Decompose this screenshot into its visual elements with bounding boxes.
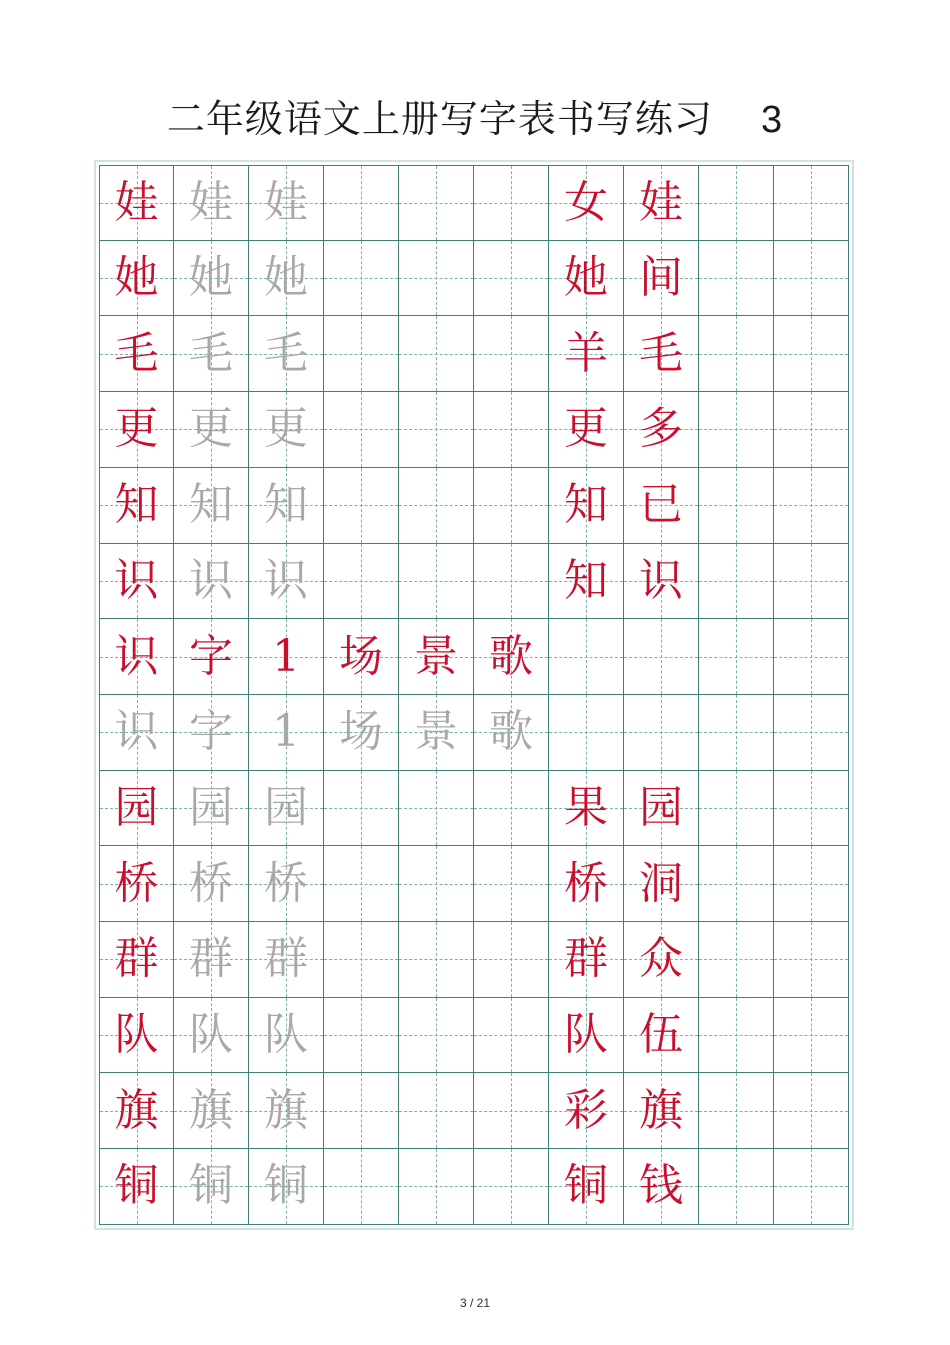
grid-cell bbox=[249, 392, 324, 468]
grid-cell bbox=[399, 1073, 474, 1149]
grid-cell bbox=[174, 771, 249, 847]
grid-cell bbox=[774, 619, 849, 695]
grid-cell bbox=[624, 241, 699, 317]
grid-cell bbox=[774, 165, 849, 241]
grid-cell bbox=[474, 771, 549, 847]
grid-cell bbox=[249, 619, 324, 695]
grid-cell bbox=[399, 241, 474, 317]
grid-cell bbox=[99, 922, 174, 998]
model-character: 众 bbox=[639, 933, 683, 985]
trace-character: 桥 bbox=[264, 857, 308, 909]
grid-cell bbox=[174, 998, 249, 1074]
grid-cell bbox=[324, 392, 399, 468]
grid-cell bbox=[99, 392, 174, 468]
grid-cell bbox=[399, 392, 474, 468]
model-character: 毛 bbox=[114, 327, 159, 379]
trace-character: 毛 bbox=[264, 327, 308, 379]
grid-cell bbox=[699, 619, 774, 695]
grid-cell bbox=[99, 998, 174, 1074]
grid-cell bbox=[249, 468, 324, 544]
model-character: 毛 bbox=[639, 327, 683, 379]
trace-character: 识 bbox=[189, 554, 233, 606]
grid-cell bbox=[399, 468, 474, 544]
grid-cell bbox=[399, 771, 474, 847]
grid-cell bbox=[249, 998, 324, 1074]
grid-cell bbox=[549, 544, 624, 620]
grid-cell bbox=[624, 998, 699, 1074]
model-character: 铜 bbox=[114, 1160, 159, 1212]
grid-cell bbox=[474, 316, 549, 392]
model-character: 识 bbox=[114, 630, 159, 682]
grid-cell bbox=[549, 241, 624, 317]
model-character: 队 bbox=[564, 1009, 608, 1061]
grid-cell bbox=[99, 165, 174, 241]
model-character: 已 bbox=[639, 479, 683, 531]
grid-cell bbox=[624, 316, 699, 392]
grid-cell bbox=[774, 922, 849, 998]
grid-cell bbox=[399, 316, 474, 392]
grid-cell bbox=[174, 241, 249, 317]
grid-cell bbox=[99, 846, 174, 922]
grid-cell bbox=[624, 771, 699, 847]
grid-cell bbox=[549, 922, 624, 998]
grid-cell bbox=[624, 922, 699, 998]
grid-cell bbox=[174, 165, 249, 241]
grid-cell bbox=[774, 771, 849, 847]
grid-cell bbox=[474, 1073, 549, 1149]
grid-cell bbox=[174, 922, 249, 998]
model-character: 群 bbox=[114, 933, 159, 985]
grid-cell bbox=[174, 1073, 249, 1149]
trace-character: 更 bbox=[264, 403, 308, 455]
model-character: 果 bbox=[564, 781, 608, 833]
grid-cell bbox=[99, 619, 174, 695]
grid-cell bbox=[249, 241, 324, 317]
grid-cell bbox=[699, 846, 774, 922]
grid-cell bbox=[549, 1073, 624, 1149]
grid-cell bbox=[99, 1149, 174, 1225]
grid-cell bbox=[249, 1149, 324, 1225]
grid-cell bbox=[324, 1073, 399, 1149]
model-character: 场 bbox=[339, 630, 383, 682]
trace-character: 知 bbox=[189, 479, 233, 531]
grid-cell bbox=[774, 1073, 849, 1149]
model-character: 识 bbox=[639, 554, 683, 606]
grid-cell bbox=[774, 316, 849, 392]
grid-cell bbox=[324, 695, 399, 771]
grid-cell bbox=[324, 241, 399, 317]
grid-cell bbox=[324, 1149, 399, 1225]
grid-cell bbox=[324, 165, 399, 241]
model-character: 1 bbox=[272, 630, 300, 682]
grid-cell bbox=[549, 468, 624, 544]
grid-cell bbox=[699, 468, 774, 544]
grid-cell bbox=[399, 1149, 474, 1225]
trace-character: 园 bbox=[189, 781, 233, 833]
model-character: 队 bbox=[114, 1009, 159, 1061]
trace-character: 识 bbox=[114, 706, 159, 758]
grid-cell bbox=[399, 922, 474, 998]
trace-character: 队 bbox=[264, 1009, 308, 1061]
model-character: 园 bbox=[114, 781, 159, 833]
grid-cell bbox=[549, 998, 624, 1074]
grid-cell bbox=[399, 998, 474, 1074]
grid-cell bbox=[549, 1149, 624, 1225]
model-character: 铜 bbox=[564, 1160, 608, 1212]
trace-character: 场 bbox=[339, 706, 383, 758]
grid-cell bbox=[774, 846, 849, 922]
grid-cell bbox=[249, 695, 324, 771]
grid-cell bbox=[624, 1073, 699, 1149]
trace-character: 1 bbox=[272, 706, 300, 758]
model-character: 洞 bbox=[639, 857, 683, 909]
grid-cell bbox=[324, 316, 399, 392]
trace-character: 字 bbox=[189, 706, 233, 758]
grid-cell bbox=[174, 619, 249, 695]
trace-character: 铜 bbox=[264, 1160, 308, 1212]
model-character: 园 bbox=[639, 781, 683, 833]
trace-character: 队 bbox=[189, 1009, 233, 1061]
grid-cell bbox=[249, 165, 324, 241]
model-character: 桥 bbox=[564, 857, 608, 909]
grid-cell bbox=[249, 771, 324, 847]
grid-cell bbox=[474, 998, 549, 1074]
grid-cell bbox=[99, 1073, 174, 1149]
grid-cell bbox=[699, 998, 774, 1074]
grid-cell bbox=[699, 771, 774, 847]
grid-cell bbox=[324, 846, 399, 922]
grid-cell bbox=[774, 544, 849, 620]
model-character: 伍 bbox=[639, 1009, 683, 1061]
grid-cell bbox=[699, 241, 774, 317]
grid-cell bbox=[774, 241, 849, 317]
grid-cell bbox=[324, 544, 399, 620]
grid-cell bbox=[774, 468, 849, 544]
grid-cell bbox=[549, 619, 624, 695]
trace-character: 歌 bbox=[489, 706, 533, 758]
trace-character: 桥 bbox=[189, 857, 233, 909]
grid-cell bbox=[249, 316, 324, 392]
grid-cell bbox=[549, 846, 624, 922]
grid-cell bbox=[99, 771, 174, 847]
grid-cell bbox=[549, 316, 624, 392]
model-character: 识 bbox=[114, 554, 159, 606]
grid-cell bbox=[174, 392, 249, 468]
practice-grid bbox=[99, 165, 849, 1225]
grid-cell bbox=[549, 771, 624, 847]
trace-character: 园 bbox=[264, 781, 308, 833]
model-character: 娃 bbox=[639, 176, 683, 228]
grid-cell bbox=[399, 165, 474, 241]
grid-cell bbox=[174, 544, 249, 620]
grid-cell bbox=[174, 316, 249, 392]
trace-character: 更 bbox=[189, 403, 233, 455]
grid-cell bbox=[699, 922, 774, 998]
practice-grid-frame bbox=[94, 160, 854, 1230]
grid-cell bbox=[474, 1149, 549, 1225]
grid-cell bbox=[249, 544, 324, 620]
trace-character: 铜 bbox=[189, 1160, 233, 1212]
grid-cell bbox=[399, 695, 474, 771]
model-character: 彩 bbox=[564, 1084, 608, 1136]
grid-cell bbox=[249, 1073, 324, 1149]
trace-character: 毛 bbox=[189, 327, 233, 379]
grid-cell bbox=[549, 165, 624, 241]
grid-cell bbox=[324, 468, 399, 544]
model-character: 知 bbox=[564, 554, 608, 606]
grid-cell bbox=[624, 392, 699, 468]
model-character: 她 bbox=[114, 252, 159, 304]
grid-cell bbox=[699, 695, 774, 771]
trace-character: 她 bbox=[189, 252, 233, 304]
grid-cell bbox=[174, 846, 249, 922]
grid-cell bbox=[474, 619, 549, 695]
grid-cell bbox=[324, 922, 399, 998]
grid-cell bbox=[774, 392, 849, 468]
model-character: 羊 bbox=[564, 327, 608, 379]
model-character: 更 bbox=[564, 403, 608, 455]
model-character: 歌 bbox=[489, 630, 533, 682]
model-character: 娃 bbox=[114, 176, 159, 228]
model-character: 知 bbox=[114, 479, 159, 531]
model-character: 更 bbox=[114, 403, 159, 455]
trace-character: 旗 bbox=[189, 1084, 233, 1136]
grid-cell bbox=[624, 165, 699, 241]
grid-cell bbox=[774, 1149, 849, 1225]
title-text: 二年级语文上册写字表书写练习 bbox=[166, 97, 713, 141]
trace-character: 娃 bbox=[189, 176, 233, 228]
model-character: 群 bbox=[564, 933, 608, 985]
model-character: 桥 bbox=[114, 857, 159, 909]
grid-cell bbox=[399, 846, 474, 922]
trace-character: 景 bbox=[414, 706, 458, 758]
model-character: 旗 bbox=[639, 1084, 683, 1136]
grid-cell bbox=[774, 695, 849, 771]
grid-cell bbox=[474, 241, 549, 317]
trace-character: 识 bbox=[264, 554, 308, 606]
grid-cell bbox=[474, 468, 549, 544]
grid-cell bbox=[474, 165, 549, 241]
grid-cell bbox=[624, 1149, 699, 1225]
grid-cell bbox=[174, 468, 249, 544]
grid-cell bbox=[324, 771, 399, 847]
grid-cell bbox=[624, 544, 699, 620]
model-character: 多 bbox=[639, 403, 683, 455]
grid-cell bbox=[699, 316, 774, 392]
grid-cell bbox=[399, 619, 474, 695]
grid-cell bbox=[474, 544, 549, 620]
grid-cell bbox=[474, 846, 549, 922]
grid-cell bbox=[99, 316, 174, 392]
grid-cell bbox=[699, 392, 774, 468]
grid-cell bbox=[624, 846, 699, 922]
trace-character: 群 bbox=[264, 933, 308, 985]
grid-cell bbox=[624, 468, 699, 544]
trace-character: 群 bbox=[189, 933, 233, 985]
grid-cell bbox=[174, 695, 249, 771]
trace-character: 知 bbox=[264, 479, 308, 531]
grid-cell bbox=[249, 922, 324, 998]
model-character: 女 bbox=[564, 176, 608, 228]
grid-cell bbox=[99, 695, 174, 771]
grid-cell bbox=[474, 922, 549, 998]
model-character: 知 bbox=[564, 479, 608, 531]
grid-cell bbox=[474, 695, 549, 771]
grid-cell bbox=[399, 544, 474, 620]
model-character: 她 bbox=[564, 252, 608, 304]
model-character: 旗 bbox=[114, 1084, 159, 1136]
page-title bbox=[0, 88, 950, 143]
grid-cell bbox=[699, 544, 774, 620]
grid-cell bbox=[324, 998, 399, 1074]
model-character: 景 bbox=[414, 630, 458, 682]
model-character: 间 bbox=[639, 252, 683, 304]
grid-cell bbox=[549, 392, 624, 468]
grid-cell bbox=[174, 1149, 249, 1225]
grid-cell bbox=[699, 165, 774, 241]
grid-cell bbox=[774, 998, 849, 1074]
grid-cell bbox=[699, 1073, 774, 1149]
grid-cell bbox=[99, 544, 174, 620]
model-character: 钱 bbox=[639, 1160, 683, 1212]
trace-character: 她 bbox=[264, 252, 308, 304]
grid-cell bbox=[249, 846, 324, 922]
grid-cell bbox=[549, 695, 624, 771]
trace-character: 旗 bbox=[264, 1084, 308, 1136]
grid-cell bbox=[624, 695, 699, 771]
grid-cell bbox=[624, 619, 699, 695]
model-character: 字 bbox=[189, 630, 233, 682]
grid-cell bbox=[474, 392, 549, 468]
grid-cell bbox=[99, 241, 174, 317]
page-indicator: 3 / 21 bbox=[459, 1296, 491, 1310]
grid-cell bbox=[699, 1149, 774, 1225]
grid-cell bbox=[99, 468, 174, 544]
title-number: 3 bbox=[760, 99, 784, 141]
grid-cell bbox=[324, 619, 399, 695]
trace-character: 娃 bbox=[264, 176, 308, 228]
